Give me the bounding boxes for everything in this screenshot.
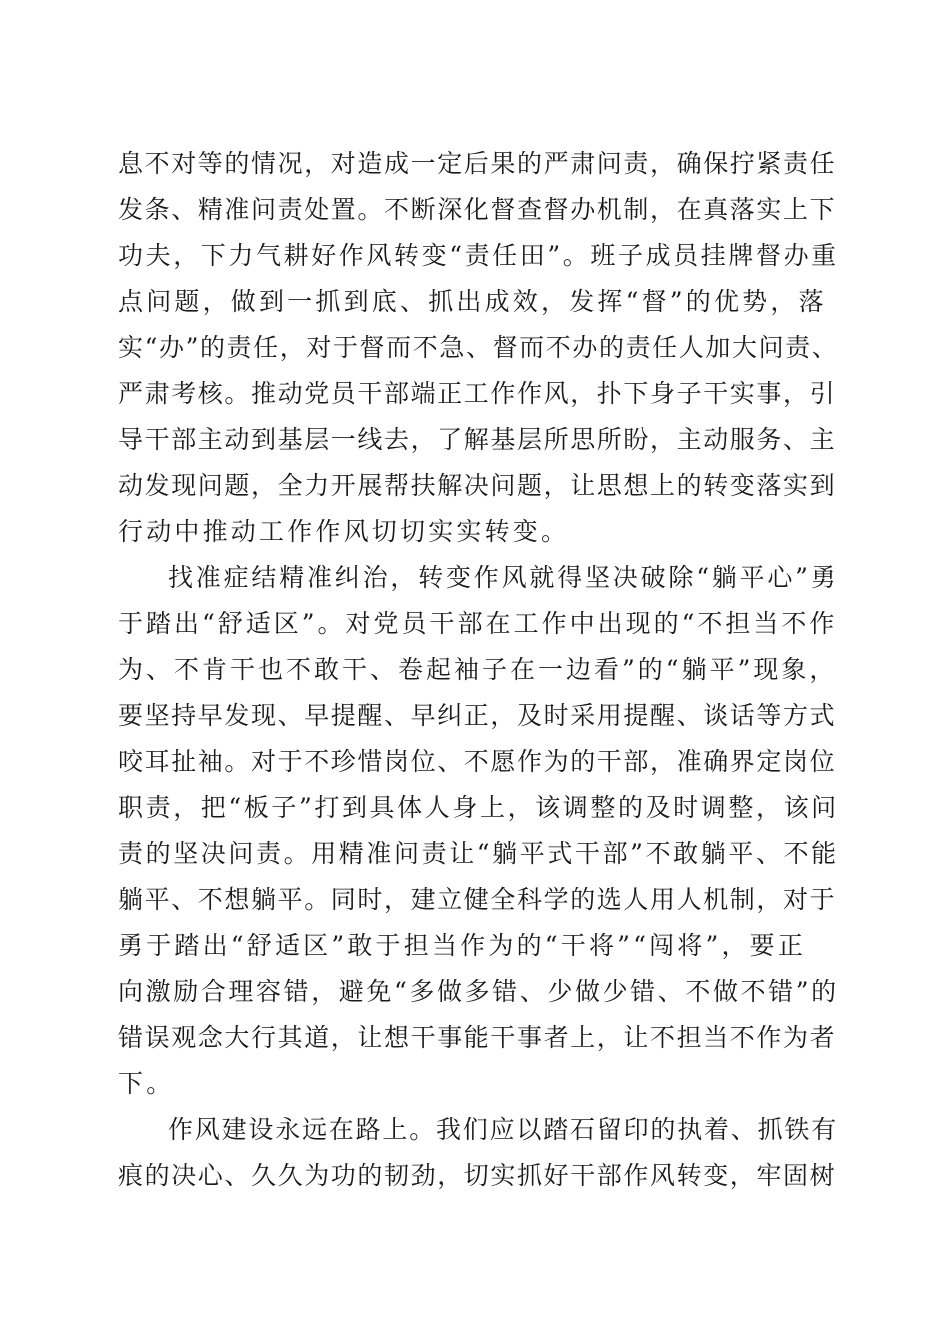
- paragraph-first-line: 作风建设永远在路上。我们应以踏石留印的执着、抓铁有: [168, 1115, 839, 1144]
- text-line: 勇于踏出“舒适区”敢于担当作为的“干将”“闯将”，要正: [118, 931, 807, 960]
- text-line: 咬耳扯袖。对于不珍惜岗位、不愿作为的干部，准确界定岗位: [118, 747, 837, 776]
- text-line: 职责，把“板子”打到具体人身上，该调整的及时调整，该问: [118, 793, 839, 822]
- text-line: 于踏出“舒适区”。对党员干部在工作中出现的“不担当不作: [118, 609, 838, 638]
- text-line: 息不对等的情况，对造成一定后果的严肃问责，确保拧紧责任: [118, 149, 837, 178]
- text-line: 实“办”的责任，对于督而不急、督而不办的责任人加大问责、: [118, 333, 839, 362]
- text-line: 向激励合理容错，避免“多做多错、少做少错、不做不错”的: [118, 977, 839, 1006]
- text-line: 痕的决心、久久为功的韧劲，切实抓好干部作风转变，牢固树: [118, 1161, 837, 1190]
- text-line: 发条、精准问责处置。不断深化督查督办机制，在真落实上下: [118, 195, 837, 224]
- text-line: 下。: [118, 1069, 175, 1098]
- text-line: 点问题，做到一抓到底、抓出成效，发挥“督”的优势，落: [118, 287, 827, 316]
- text-line: 严肃考核。推动党员干部端正工作作风，扑下身子干实事，引: [118, 379, 837, 408]
- text-line: 责的坚决问责。用精准问责让“躺平式干部”不敢躺平、不能: [118, 839, 839, 868]
- paragraph-first-line: 找准症结精准纠治，转变作风就得坚决破除“躺平心”勇: [168, 563, 839, 592]
- text-line: 为、不肯干也不敢干、卷起袖子在一边看”的“躺平”现象，: [118, 655, 838, 684]
- text-line: 导干部主动到基层一线去，了解基层所思所盼，主动服务、主: [118, 425, 837, 454]
- text-line: 功夫，下力气耕好作风转变“责任田”。班子成员挂牌督办重: [118, 241, 839, 270]
- text-line: 动发现问题，全力开展帮扶解决问题，让思想上的转变落实到: [118, 471, 837, 500]
- text-line: 行动中推动工作作风切切实实转变。: [118, 517, 570, 546]
- text-line: 要坚持早发现、早提醒、早纠正，及时采用提醒、谈话等方式: [118, 701, 837, 730]
- text-line: 躺平、不想躺平。同时，建立健全科学的选人用人机制，对于: [118, 885, 837, 914]
- text-line: 错误观念大行其道，让想干事能干事者上，让不担当不作为者: [118, 1023, 837, 1052]
